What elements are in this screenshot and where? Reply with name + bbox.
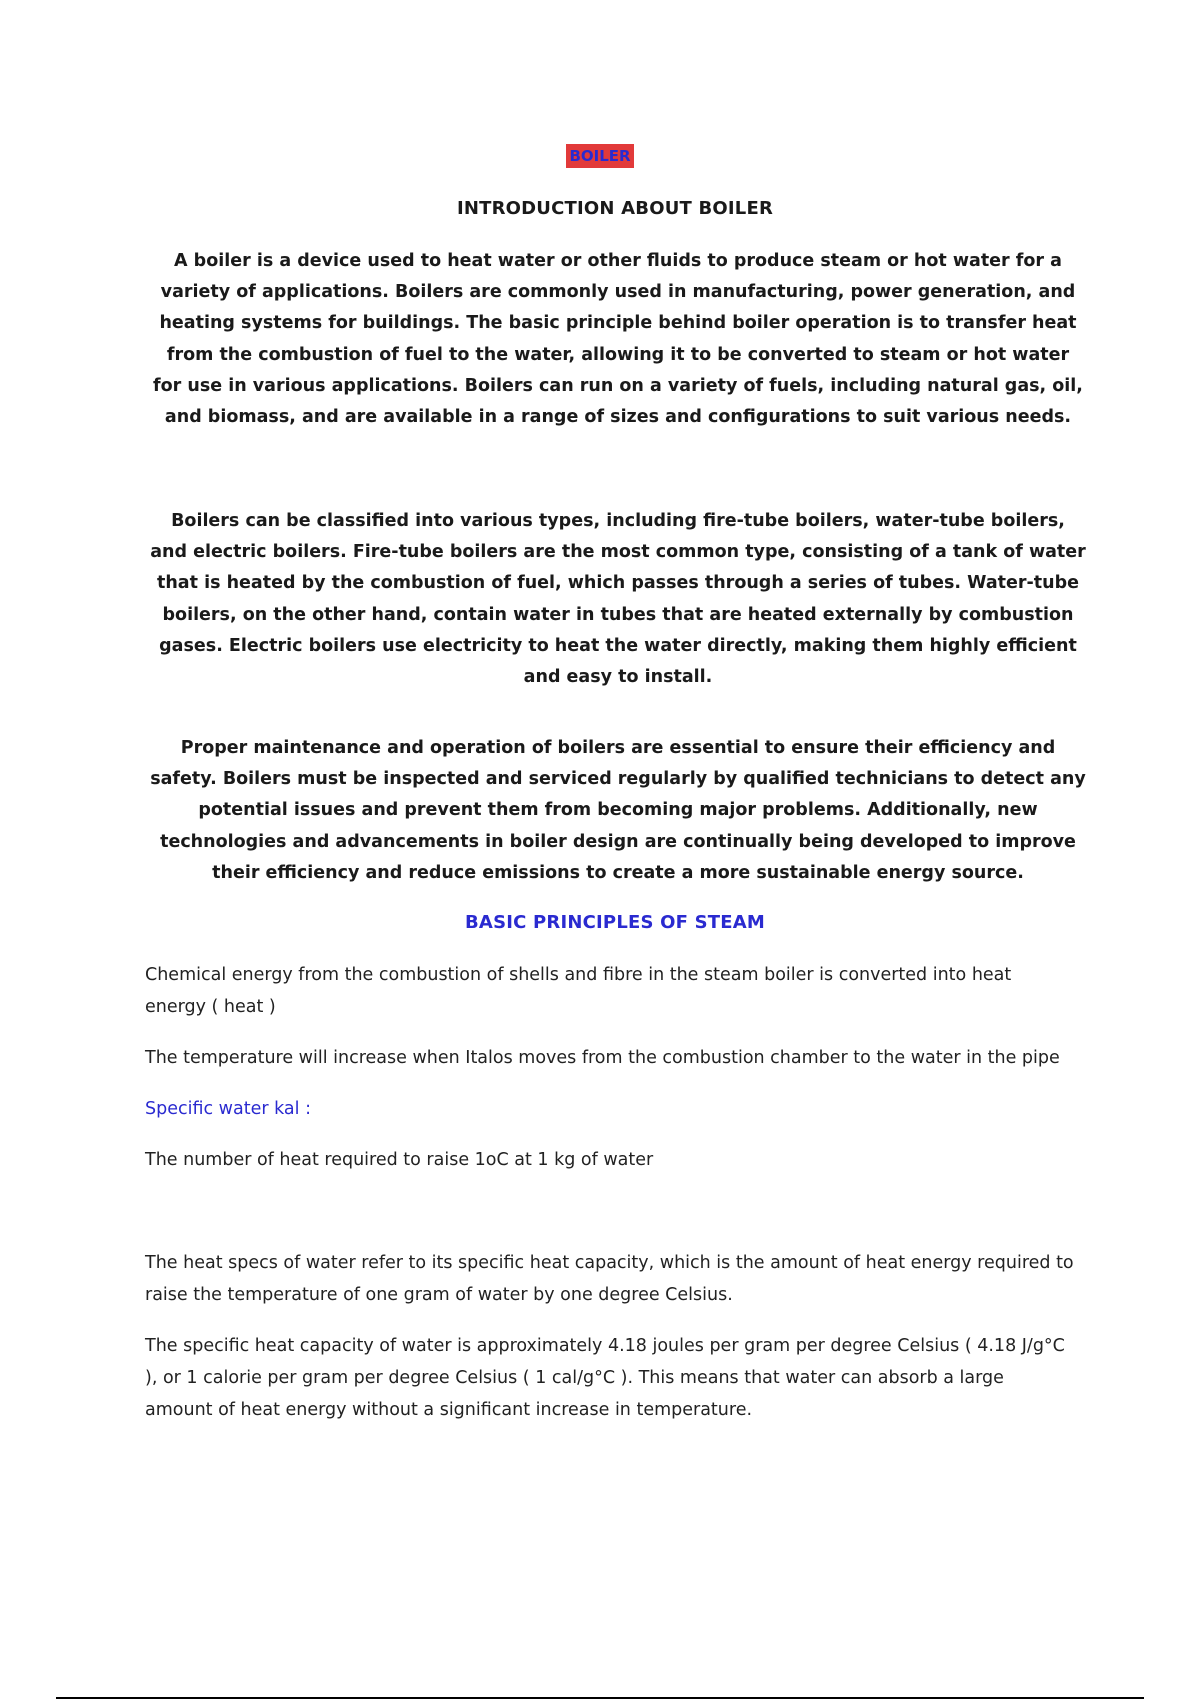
intro-paragraph-1: A boiler is a device used to heat water or other fluids to produce steam or hot water for a variety of applications. Boilers are commonly used in manufacturing, power generation, and heating systems for buildings. The basic principle behind boiler operation is to transfer heat from the combustion of fuel to the water, allowing it to be converted to steam or hot water for use in various applications. Boilers can run on a variety of fuels, including natural gas, oil, and biomass, and are available in a range of sizes and configurations to suit various needs.	[153, 251, 1083, 428]
intro-paragraph-2: Boilers can be classified into various types, including fire-tube boilers, water-tube boilers, and electric boilers. Fire-tube boilers are the most common type, consisting of a tank of water that is heated by the combustion of fuel, which passes through a series of tubes. Water-tube boilers, on the other hand, contain water in tubes that are heated externally by combustion gases. Electric boilers use electricity to heat the water directly, making them highly efficient and easy to install.	[150, 511, 1086, 688]
steam-paragraph-temperature: The temperature will increase when Italos moves from the combustion chamber to the water in the pipe	[145, 1048, 1060, 1068]
steam-paragraph-heat-required: The number of heat required to raise 1oC at 1 kg of water	[145, 1150, 654, 1170]
intro-heading: INTRODUCTION ABOUT BOILER	[456, 198, 774, 219]
steam-paragraph-heat-specs: The heat specs of water refer to its specific heat capacity, which is the amount of heat energy required to raise the temperature of one gram of water by one degree Celsius.	[145, 1253, 1074, 1305]
steam-principles-heading: BASIC PRINCIPLES OF STEAM	[465, 912, 765, 933]
specific-water-kal-label: Specific water kal :	[145, 1099, 311, 1119]
footer-divider	[56, 1697, 1144, 1699]
intro-paragraph-3: Proper maintenance and operation of boilers are essential to ensure their efficiency and safety. Boilers must be inspected and serviced regularly by qualified technicians to detect any potential issues and prevent them from becoming major problems. Additionally, new technologies and advancements in boiler design are continually being developed to improve their efficiency and reduce emissions to create a more sustainable energy source.	[150, 738, 1086, 883]
document-title-badge: BOILER	[566, 144, 633, 168]
steam-paragraph-chemical-energy: Chemical energy from the combustion of shells and fibre in the steam boiler is converted into heat energy ( heat )	[145, 965, 1012, 1017]
steam-paragraph-specific-heat-capacity: The specific heat capacity of water is approximately 4.18 joules per gram per degree Celsius ( 4.18 J/g°C ), or 1 calorie per gram per degree Celsius ( 1 cal/g°C ). This means that water can absorb a large amount of heat energy without a significant increase in temperature.	[145, 1336, 1065, 1420]
title-container	[0, 144, 1200, 168]
